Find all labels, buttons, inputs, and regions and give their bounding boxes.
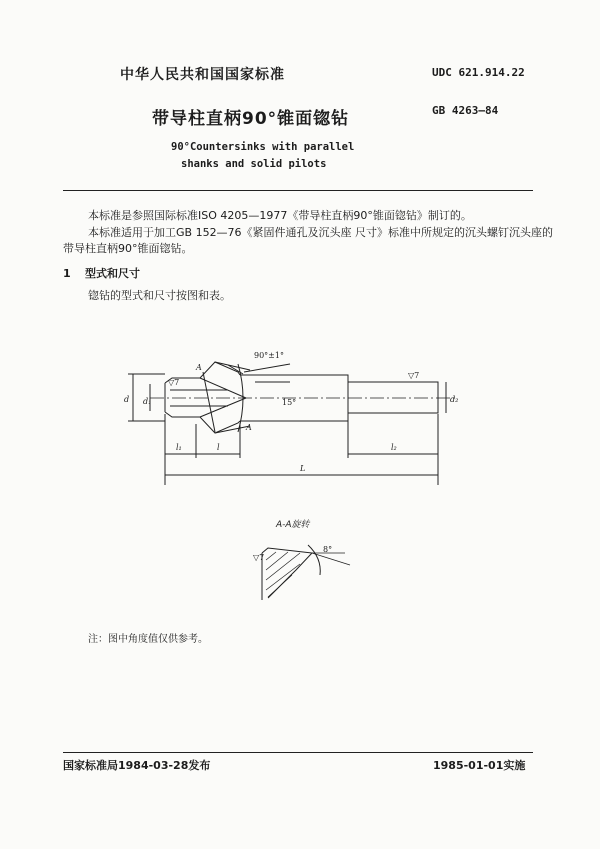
section-line-a bbox=[203, 372, 215, 432]
form-paragraph: 锪钻的型式和尺寸按图和表。 bbox=[88, 289, 231, 302]
document-title: 带导柱直柄90°锥面锪钻 bbox=[152, 109, 350, 129]
scope-paragraph-line-1: 本标准适用于加工GB 152—76《紧固件通孔及沉头座 尺寸》标准中所规定的沉头螺钉沉头座的 bbox=[88, 226, 554, 239]
label-l2: l₂ bbox=[391, 443, 397, 452]
roughness-section: ▽7 bbox=[253, 553, 265, 562]
section-hatch bbox=[266, 552, 300, 597]
label-d2: d₂ bbox=[450, 395, 459, 404]
standard-number: GB 4263—84 bbox=[432, 104, 499, 117]
section-mark-top: A bbox=[196, 363, 202, 372]
section-arc-2 bbox=[308, 545, 320, 575]
section-mark-bottom: A bbox=[246, 423, 252, 432]
roughness-pilot: ▽7 bbox=[168, 378, 180, 387]
intro-paragraph: 本标准是参照国际标准ISO 4205—1977《带导柱直柄90°锥面锪钻》制订的。 bbox=[88, 209, 472, 222]
issue-date: 国家标准局1984-03-28发布 bbox=[63, 759, 211, 772]
english-title-line-1: 90°Countersinks with parallel bbox=[171, 141, 355, 153]
section-view-caption: A-A旋转 bbox=[276, 520, 310, 530]
english-title-line-2: shanks and solid pilots bbox=[181, 158, 327, 170]
footer-rule bbox=[63, 752, 533, 753]
figure-note: 注：图中角度值仅供参考。 bbox=[88, 634, 208, 645]
section-number: 1 bbox=[63, 267, 71, 280]
issuing-authority: 中华人民共和国国家标准 bbox=[120, 67, 285, 83]
angle-label: 90°±1° bbox=[254, 351, 284, 360]
angle8-label: 8° bbox=[323, 545, 333, 554]
label-L: L bbox=[300, 464, 306, 473]
body-outline bbox=[165, 362, 240, 433]
label-l: l bbox=[217, 443, 220, 452]
angle15-label: 15° bbox=[282, 398, 297, 407]
section-title: 型式和尺寸 bbox=[85, 267, 140, 280]
effective-date: 1985-01-01实施 bbox=[433, 759, 526, 772]
label-d1: d₁ bbox=[143, 397, 152, 406]
udc-number: UDC 621.914.22 bbox=[432, 66, 525, 79]
label-d: d bbox=[124, 395, 130, 404]
roughness-shank: ▽7 bbox=[408, 371, 420, 380]
scope-paragraph-line-2: 带导柱直柄90°锥面锪钻。 bbox=[63, 242, 193, 255]
angle-leader bbox=[244, 364, 290, 372]
label-l1: l₁ bbox=[176, 443, 182, 452]
section-profile bbox=[262, 548, 312, 598]
